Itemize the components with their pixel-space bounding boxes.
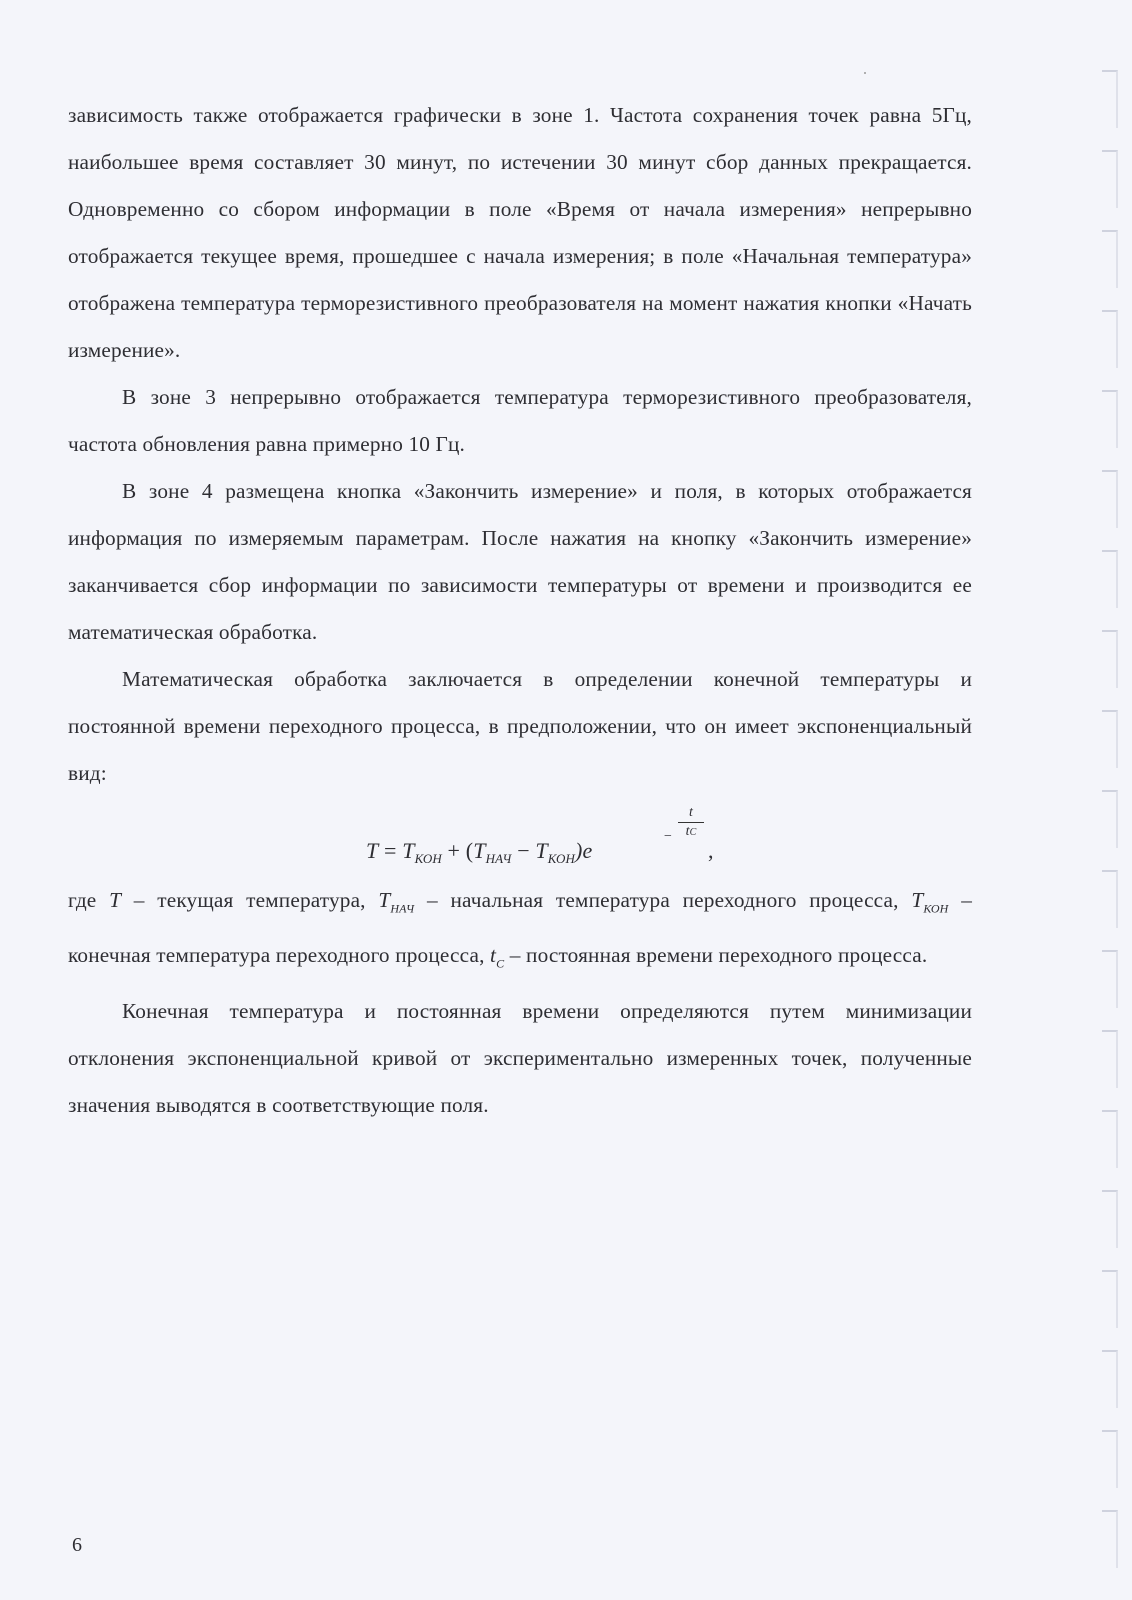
formula-exp-denominator-sub: C (689, 827, 697, 838)
binding-mark (1102, 710, 1118, 768)
formula-minus: − (511, 838, 536, 863)
formula-exp-numerator: t (688, 805, 694, 820)
formula-comma: , (708, 838, 714, 863)
def-t-nach-desc: – начальная температура переходного процесса, (414, 888, 912, 912)
binding-edge-marks (1072, 0, 1132, 1600)
def-t-kon-desc: – конечная температура переходного процесса, (68, 888, 973, 968)
def-tc: t (490, 943, 497, 968)
binding-mark (1102, 1190, 1118, 1248)
definitions-where: где (68, 888, 110, 912)
formula-exp-minus: − (664, 829, 673, 844)
binding-mark (1102, 390, 1118, 448)
paragraph-zone-4: В зоне 4 размещена кнопка «Закончить измерение» и поля, в которых отображается информация по измеряемым параметрам. После нажатия на кнопку «Закончить измерение» заканчивается сбор информации по зависимости температуры от времени и производится ее математическая обработка. (68, 479, 972, 644)
paragraph-definitions (68, 877, 972, 988)
formula-plus: + ( (441, 838, 474, 863)
formula-exponent-fraction (678, 805, 704, 841)
binding-mark (1102, 790, 1118, 848)
def-tc-desc: – постоянная времени переходного процесса. (504, 943, 928, 968)
binding-mark (1102, 230, 1118, 288)
formula-exp-base: )e (575, 838, 593, 863)
formula-expression (366, 827, 592, 882)
binding-mark (1102, 470, 1118, 528)
def-t-desc: – текущая температура, (121, 888, 379, 912)
def-t-kon: T (911, 888, 924, 912)
binding-mark (1102, 70, 1118, 128)
formula-t-nach-sub: НАЧ (485, 851, 512, 866)
binding-mark (1102, 1030, 1118, 1088)
page-number: 6 (72, 1534, 82, 1556)
binding-mark (1102, 1430, 1118, 1488)
binding-mark (1102, 1270, 1118, 1328)
def-t-kon-sub: КОН (923, 901, 949, 916)
formula-t-kon-sub: КОН (414, 851, 442, 866)
binding-mark (1102, 150, 1118, 208)
body-text (68, 92, 972, 1129)
binding-mark (1102, 1350, 1118, 1408)
binding-mark (1102, 310, 1118, 368)
exponential-formula (68, 805, 972, 877)
paragraph-final: Конечная температура и постоянная времени определяются путем минимизации отклонения экспоненциальной кривой от экспериментально измеренных точек, полученные значения выводятся в соответствующие поля. (68, 998, 972, 1117)
binding-mark (1102, 870, 1118, 928)
def-tc-sub: C (496, 956, 505, 971)
formula-t-kon-2: T (535, 838, 548, 863)
paragraph-math-processing: Математическая обработка заключается в определении конечной температуры и постоянной времени переходного процесса, в предположении, что он имеет экспоненциальный вид: (68, 667, 972, 785)
binding-mark (1102, 950, 1118, 1008)
formula-lhs: T (366, 838, 379, 863)
def-t: T (109, 888, 122, 912)
paragraph-zone-3: В зоне 3 непрерывно отображается температура терморезистивного преобразователя, частота обновления равна примерно 10 Гц. (68, 385, 972, 456)
formula-equals: = (378, 838, 403, 863)
binding-mark (1102, 630, 1118, 688)
scan-speck (864, 72, 866, 74)
formula-t-kon-2-sub: КОН (547, 851, 576, 866)
paragraph-continuation: зависимость также отображается графически в зоне 1. Частота сохранения точек равна 5Гц, наибольшее время составляет 30 минут, по истечении 30 минут сбор данных прекращается. Одновременно со сбором информации в поле «Время от начала измерения» непрерывно отображается текущее время, прошедшее с начала измерения; в поле «Начальная температура» отображена температура терморезистивного преобразователя на момент нажатия кнопки «Начать измерение». (68, 103, 972, 362)
binding-mark (1102, 1110, 1118, 1168)
formula-exp-denominator: t (685, 824, 690, 839)
def-t-nach: T (378, 888, 391, 912)
formula-t-nach: T (473, 838, 486, 863)
fraction-bar (678, 822, 704, 823)
formula-t-kon: T (402, 838, 415, 863)
binding-mark (1102, 1510, 1118, 1568)
binding-mark (1102, 550, 1118, 608)
def-t-nach-sub: НАЧ (390, 901, 415, 916)
